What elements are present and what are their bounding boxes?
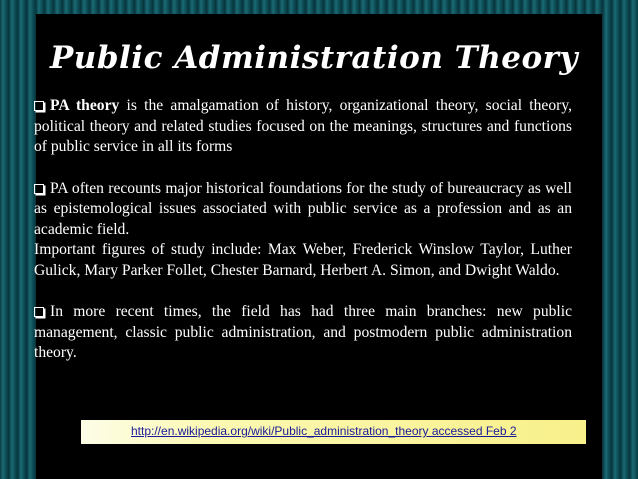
citation-bar [81,420,586,444]
paragraph-historical-foundations [34,179,572,241]
paragraph-pa-theory [34,96,572,158]
pa-theory-definition: is the amalgamation of history, organizational theory, social theory, political theory and related studies focused on the meanings, structures and functions of public service in all its forms [34,97,572,155]
checkbox-bullet-icon [34,307,44,317]
historical-foundations-text: PA often recounts major historical foundations for the study of bureaucracy as well as epistemological issues associated with public service as a profession and as an academic field. [34,179,572,238]
paragraph-important-figures: Important figures of study include: Max Weber, Frederick Winslow Taylor, Luther Gulick, Mary Parker Follet, Chester Barnard, Herbert A. Simon, and Dwight Waldo. [34,241,572,279]
paragraph-main-branches [34,302,572,364]
citation-link[interactable]: http://en.wikipedia.org/wiki/Public_administration_theory accessed Feb 2 [131,424,517,438]
checkbox-bullet-icon [34,101,44,111]
slide-title: Public Administration Theory [50,40,579,76]
slide-body [34,96,572,364]
checkbox-bullet-icon [34,184,44,194]
pa-theory-term: PA theory [50,97,120,114]
main-branches-text: In more recent times, the field has had three main branches: new public management, classic public administration, and postmodern public administration theory. [34,303,572,361]
